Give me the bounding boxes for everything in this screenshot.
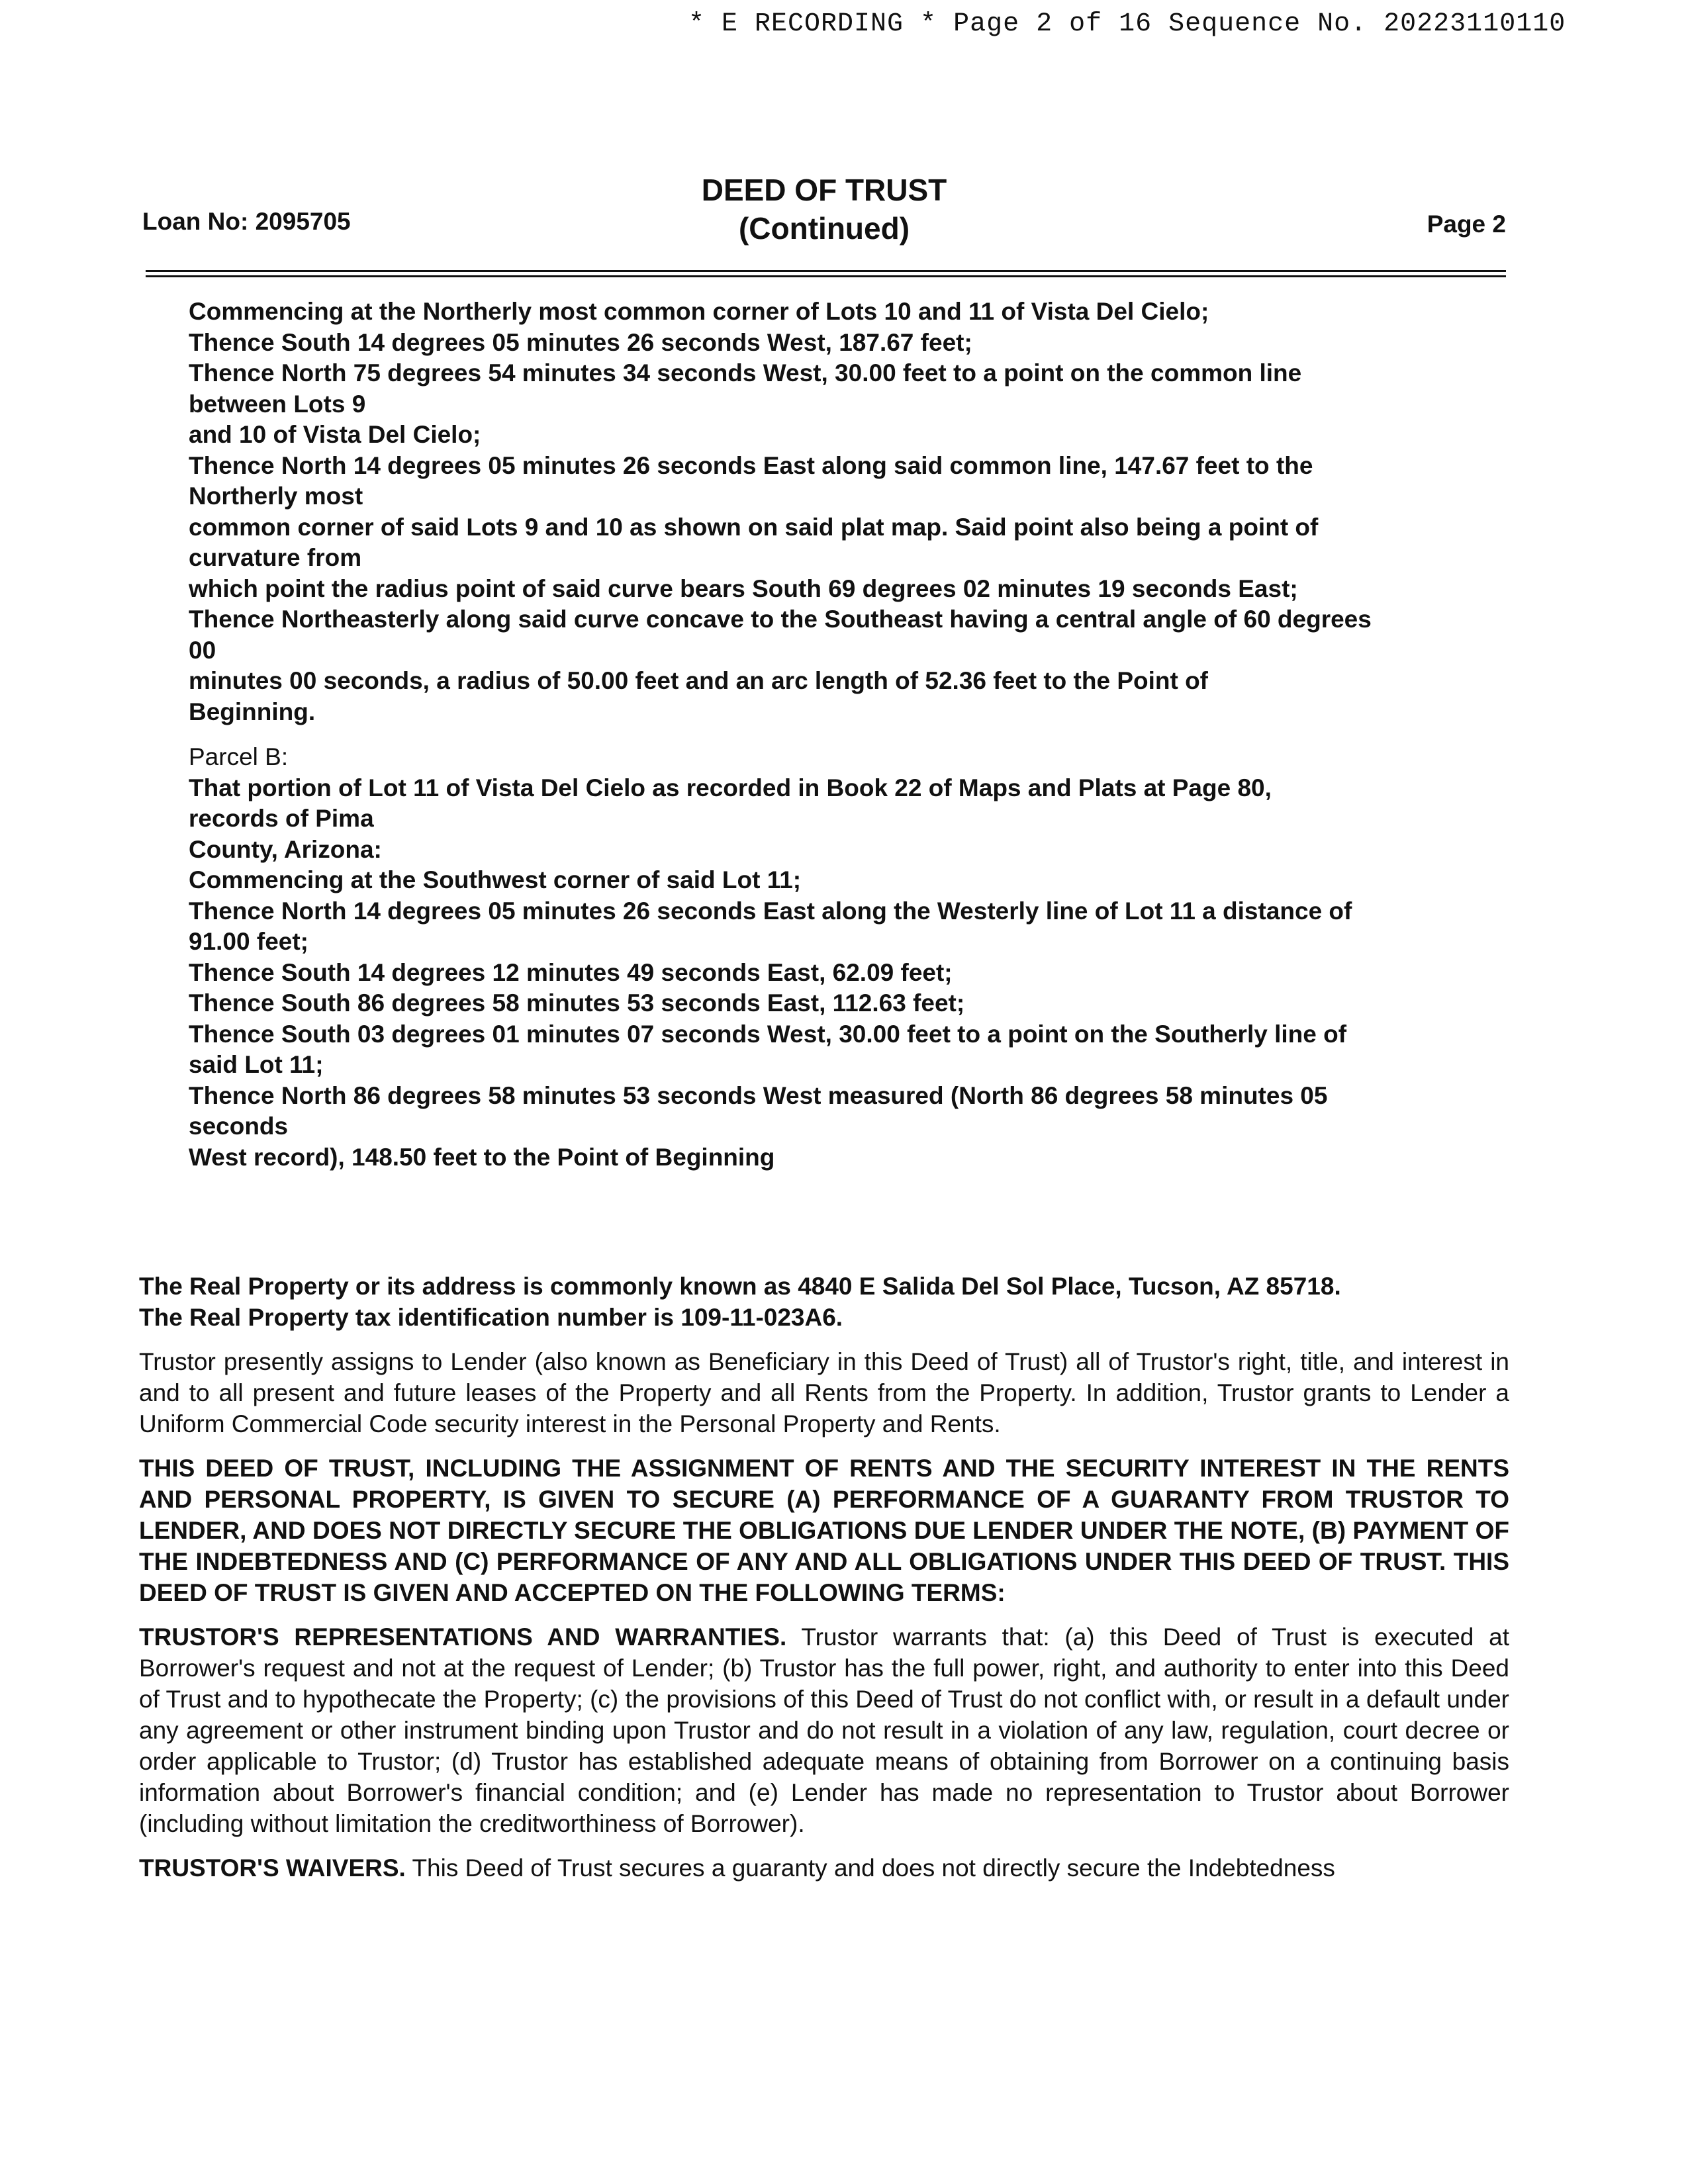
legal-line: curvature from xyxy=(189,544,362,571)
loan-number: Loan No: 2095705 xyxy=(142,208,351,235)
title-line: DEED OF TRUST xyxy=(701,173,947,207)
parcel-a-lines xyxy=(189,296,1506,727)
subtitle-line: (Continued) xyxy=(738,211,910,246)
legal-line: 91.00 feet; xyxy=(189,928,308,955)
legal-line: Thence North 14 degrees 05 minutes 26 seconds East along said common line, 147.67 feet to the xyxy=(189,451,1313,479)
page-number: Page 2 xyxy=(1427,210,1506,238)
document-title xyxy=(142,171,1506,248)
securing-terms-paragraph: THIS DEED OF TRUST, INCLUDING THE ASSIGNMENT OF RENTS AND THE SECURITY INTEREST IN THE RENTS AND PERSONAL PROPERTY, IS GIVEN TO SECURE (A) PERFORMANCE OF A GUARANTY FROM TRUSTOR TO LENDER, AND DOES NOT DIRECTLY SECURE THE OBLIGATIONS DUE LENDER UNDER THE NOTE, (B) PAYMENT OF THE INDEBTEDNESS AND (C) PERFORMANCE OF ANY AND ALL OBLIGATIONS UNDER THIS DEED OF TRUST. THIS DEED OF TRUST IS GIVEN AND ACCEPTED ON THE FOLLOWING TERMS: xyxy=(139,1455,1509,1606)
legal-line: between Lots 9 xyxy=(189,390,366,418)
legal-line: Northerly most xyxy=(189,482,363,510)
header-rule-bottom xyxy=(146,275,1506,277)
parcel-b-lines xyxy=(189,773,1506,1173)
legal-line: Thence South 14 degrees 05 minutes 26 seconds West, 187.67 feet; xyxy=(189,328,972,356)
legal-line: Thence South 14 degrees 12 minutes 49 seconds East, 62.09 feet; xyxy=(189,958,953,986)
legal-line: common corner of said Lots 9 and 10 as shown on said plat map. Said point also being a point of xyxy=(189,513,1319,541)
legal-line: records of Pima xyxy=(189,805,374,832)
legal-line: 00 xyxy=(189,636,216,664)
legal-line: Thence North 86 degrees 58 minutes 53 seconds West measured (North 86 degrees 58 minutes 05 xyxy=(189,1081,1328,1109)
representations-paragraph xyxy=(139,1621,1509,1839)
recording-stamp: * E RECORDING * Page 2 of 16 Sequence No. 20223110110 xyxy=(688,9,1566,39)
legal-line: seconds xyxy=(189,1113,289,1140)
waivers-text: This Deed of Trust secures a guaranty and does not directly secure the Indebtedness xyxy=(405,1854,1335,1882)
legal-line: which point the radius point of said curve bears South 69 degrees 02 minutes 19 seconds East; xyxy=(189,574,1298,602)
page-header xyxy=(142,165,1506,251)
waivers-paragraph xyxy=(139,1852,1509,1884)
waivers-heading: TRUSTOR'S WAIVERS. xyxy=(139,1854,406,1882)
legal-line: minutes 00 seconds, a radius of 50.00 feet and an arc length of 52.36 feet to the Point of xyxy=(189,667,1208,694)
legal-line: said Lot 11; xyxy=(189,1051,324,1078)
legal-line: and 10 of Vista Del Cielo; xyxy=(189,421,481,448)
representations-heading: TRUSTOR'S REPRESENTATIONS AND WARRANTIES. xyxy=(139,1623,787,1651)
legal-line: Commencing at the Northerly most common corner of Lots 10 and 11 of Vista Del Cielo; xyxy=(189,298,1209,325)
deed-body xyxy=(139,1271,1509,1897)
legal-line: Thence North 75 degrees 54 minutes 34 seconds West, 30.00 feet to a point on the common line xyxy=(189,359,1302,387)
property-address-paragraph xyxy=(139,1271,1509,1333)
property-address: The Real Property or its address is commonly known as 4840 E Salida Del Sol Place, Tucson, AZ 85718. xyxy=(139,1273,1341,1300)
legal-line: West record), 148.50 feet to the Point of Beginning xyxy=(189,1143,775,1171)
tax-id: The Real Property tax identification number is 109-11-023A6. xyxy=(139,1304,843,1331)
legal-line: Thence South 03 degrees 01 minutes 07 seconds West, 30.00 feet to a point on the Southerly line of xyxy=(189,1020,1347,1048)
legal-line: Thence South 86 degrees 58 minutes 53 seconds East, 112.63 feet; xyxy=(189,989,965,1017)
parcel-b-heading: Parcel B: xyxy=(189,743,289,770)
legal-description xyxy=(189,296,1506,1173)
representations-text: Trustor warrants that: (a) this Deed of Trust is executed at Borrower's request and not at the request of Lender; (b) Trustor has the full power, right, and authority to enter into this Deed of Trust and to hypothecate the Property; (c) the provisions of this Deed of Trust do not conflict with, or result in a default under any agreement or other instrument binding upon Trustor and do not result in a violation of any law, regulation, court decree or order applicable to Trustor; (d) Trustor has established adequate means of obtaining from Borrower on a continuing basis information about Borrower's financial condition; and (e) Lender has made no representation to Trustor about Borrower (including without limitation the creditworthiness of Borrower). xyxy=(139,1623,1509,1837)
legal-line: County, Arizona: xyxy=(189,835,382,863)
assignment-paragraph: Trustor presently assigns to Lender (also known as Beneficiary in this Deed of Trust) all of Trustor's right, title, and interest in and to all present and future leases of the Property and all Rents from the Property. In addition, Trustor grants to Lender a Uniform Commercial Code security interest in the Personal Property and Rents. xyxy=(139,1348,1509,1437)
legal-line: Beginning. xyxy=(189,698,316,725)
legal-line: Commencing at the Southwest corner of said Lot 11; xyxy=(189,866,802,893)
legal-line: That portion of Lot 11 of Vista Del Cielo as recorded in Book 22 of Maps and Plats at Page 80, xyxy=(189,774,1272,801)
legal-line: Thence Northeasterly along said curve concave to the Southeast having a central angle of 60 degrees xyxy=(189,606,1372,633)
legal-line: Thence North 14 degrees 05 minutes 26 seconds East along the Westerly line of Lot 11 a distance of xyxy=(189,897,1352,925)
header-rule-top xyxy=(146,270,1506,272)
